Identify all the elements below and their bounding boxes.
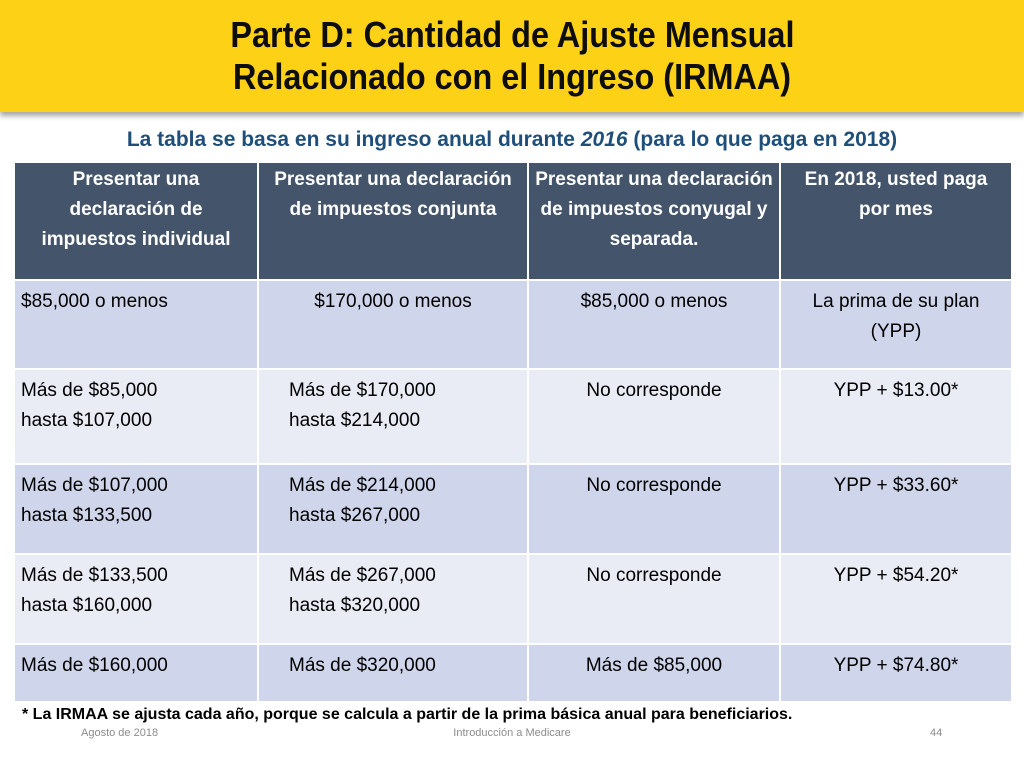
- cell-monthly-payment: [780, 369, 1012, 464]
- slide-title-line-1: Parte D: Cantidad de Ajuste Mensual: [229, 14, 795, 55]
- cell-separate: [528, 644, 780, 702]
- footer-course-name: Introducción a Medicare: [453, 727, 571, 739]
- caption-year: 2016: [580, 128, 628, 151]
- cell-line: hasta $107,000: [21, 410, 153, 431]
- title-banner: [0, 0, 1024, 112]
- cell-line: hasta $133,500: [21, 505, 153, 526]
- cell-line: YPP + $74.80*: [833, 655, 959, 676]
- cell-line: No corresponde: [586, 475, 722, 496]
- table-row: [14, 280, 1012, 369]
- table-caption: [0, 128, 1024, 152]
- table-header-row: [14, 162, 1012, 280]
- cell-line: hasta $320,000: [289, 595, 421, 616]
- cell-monthly-payment: [780, 280, 1012, 369]
- slide-title-line-2: Relacionado con el Ingreso (IRMAA): [232, 56, 792, 97]
- cell-line: hasta $214,000: [289, 410, 421, 431]
- cell-monthly-payment: [780, 644, 1012, 702]
- cell-line: Más de $160,000: [21, 655, 168, 676]
- cell-line: (YPP): [870, 321, 922, 342]
- header-individual: Presentar una declaración de impuestos individual: [14, 162, 258, 280]
- cell-separate: [528, 464, 780, 554]
- cell-line: YPP + $33.60*: [833, 475, 959, 496]
- table-row: [14, 554, 1012, 644]
- header-monthly-payment: En 2018, usted paga por mes: [780, 162, 1012, 280]
- irmaa-table: [13, 161, 1013, 703]
- header-separate: Presentar una declaración de impuestos conyugal y separada.: [528, 162, 780, 280]
- cell-individual: [14, 554, 258, 644]
- cell-line: Más de $133,500: [21, 565, 168, 586]
- cell-joint: [258, 369, 528, 464]
- cell-line: Más de $107,000: [21, 475, 168, 496]
- cell-joint: [258, 464, 528, 554]
- header-joint: Presentar una declaración de impuestos conjunta: [258, 162, 528, 280]
- cell-line: Más de $267,000: [289, 565, 436, 586]
- cell-joint: [258, 280, 528, 369]
- cell-line: $170,000 o menos: [314, 291, 472, 312]
- table-row: [14, 369, 1012, 464]
- table-row: [14, 644, 1012, 702]
- cell-line: $85,000 o menos: [21, 291, 168, 312]
- cell-joint: [258, 554, 528, 644]
- cell-individual: [14, 369, 258, 464]
- cell-line: YPP + $13.00*: [833, 380, 959, 401]
- footer-page-number: 44: [930, 727, 943, 739]
- cell-line: Más de $85,000: [585, 655, 723, 676]
- cell-line: $85,000 o menos: [580, 291, 728, 312]
- caption-text-before: La tabla se basa en su ingreso anual durante: [126, 128, 581, 151]
- footer-date: Agosto de 2018: [81, 727, 159, 739]
- table-row: [14, 464, 1012, 554]
- cell-line: Más de $214,000: [289, 475, 436, 496]
- cell-separate: [528, 280, 780, 369]
- cell-line: Más de $85,000: [21, 380, 158, 401]
- cell-individual: [14, 280, 258, 369]
- cell-individual: [14, 464, 258, 554]
- cell-monthly-payment: [780, 464, 1012, 554]
- cell-individual: [14, 644, 258, 702]
- cell-joint: [258, 644, 528, 702]
- cell-monthly-payment: [780, 554, 1012, 644]
- cell-line: La prima de su plan: [812, 291, 980, 312]
- cell-line: No corresponde: [586, 380, 722, 401]
- cell-line: Más de $320,000: [289, 655, 436, 676]
- cell-line: YPP + $54.20*: [833, 565, 959, 586]
- cell-separate: [528, 369, 780, 464]
- cell-separate: [528, 554, 780, 644]
- footnote: * La IRMAA se ajusta cada año, porque se calcula a partir de la prima básica anual para beneficiarios.: [22, 706, 793, 723]
- cell-line: hasta $160,000: [21, 595, 153, 616]
- cell-line: hasta $267,000: [289, 505, 421, 526]
- cell-line: No corresponde: [586, 565, 722, 586]
- caption-text-after: (para lo que paga en 2018): [627, 128, 898, 151]
- cell-line: Más de $170,000: [289, 380, 436, 401]
